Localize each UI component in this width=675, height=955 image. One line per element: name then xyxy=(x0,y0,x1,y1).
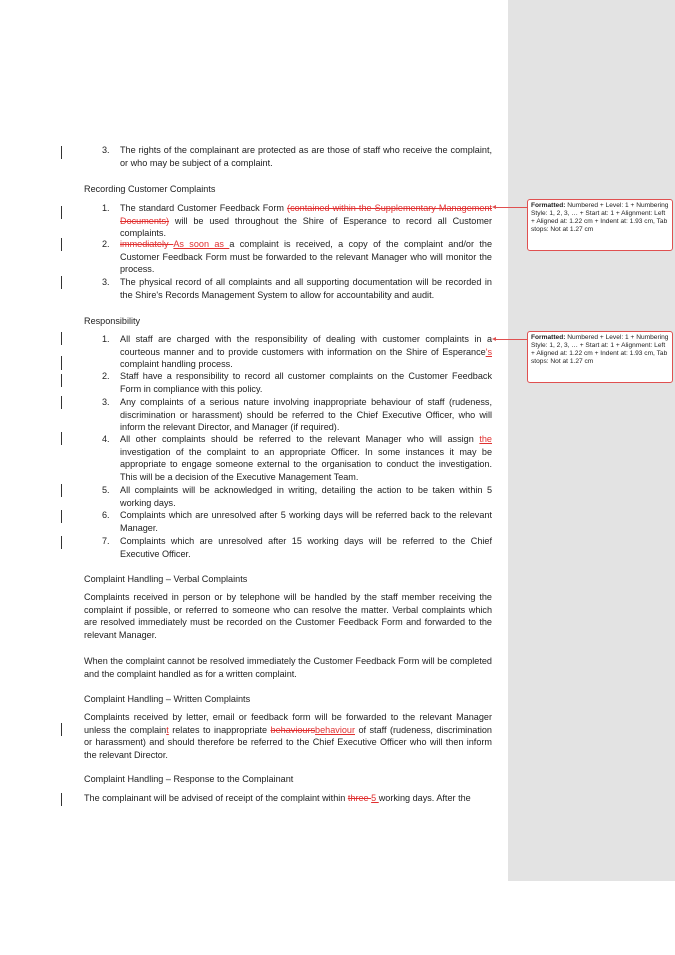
list-number: 3. xyxy=(102,397,110,407)
list-number: 6. xyxy=(102,510,110,520)
list-number: 5. xyxy=(102,485,110,495)
section-heading-written: Complaint Handling – Written Complaints xyxy=(84,694,251,704)
change-bar xyxy=(61,356,62,370)
list-number: 2. xyxy=(102,371,110,381)
change-bar xyxy=(61,396,62,409)
list-text: The rights of the complainant are protected as are those of staff who receive the complaint, or who may be subject of a complaint. xyxy=(120,145,492,168)
change-bar xyxy=(61,793,62,806)
comment-margin-pane xyxy=(508,0,675,881)
tracked-insertion: t xyxy=(166,724,169,735)
list-number: 1. xyxy=(102,334,110,344)
list-number: 3. xyxy=(102,277,110,287)
change-bar xyxy=(61,536,62,549)
change-bar xyxy=(61,146,62,159)
comment-label: Formatted: xyxy=(531,202,566,209)
list-text: Any complaints of a serious nature involving inappropriate behaviour of staff (rudeness, discrimination or harassment) should be referred to the Chief Executive Officer, who will inform the relevant Director, and Manager (if required). xyxy=(120,397,492,432)
change-bar xyxy=(61,484,62,497)
section-heading-verbal: Complaint Handling – Verbal Complaints xyxy=(84,574,248,584)
tracked-insertion: behaviour xyxy=(315,724,355,735)
formatting-comment[interactable] xyxy=(527,199,673,251)
change-bar xyxy=(61,206,62,219)
change-bar xyxy=(61,510,62,523)
list-number: 1. xyxy=(102,203,110,213)
change-bar xyxy=(61,432,62,445)
paragraph: The complainant will be advised of receipt of the complaint within three 5 working days. After the xyxy=(84,793,471,803)
list-text: All complaints will be acknowledged in writing, detailing the action to be taken within 5 working days. xyxy=(120,485,492,508)
list-text: All other complaints should be referred to the relevant Manager who will assign the investigation of the complaint to an appropriate Officer. In some instances it may be appropriate to engage someone external to the organisation to conduct the investigation. This will be a decision of the Executive Management Team. xyxy=(120,434,492,482)
list-text: Complaints which are unresolved after 15 working days will be referred to the Chief Executive Officer. xyxy=(120,536,492,559)
comment-text: Numbered + Level: 1 + Numbering Style: 1, 2, 3, … + Start at: 1 + Alignment: Left + Aligned at: 1.22 cm + Indent at: 1.93 cm, Tab stops: Not at 1.27 cm xyxy=(531,334,669,365)
change-bar xyxy=(61,238,62,251)
list-text: All staff are charged with the responsibility of dealing with customer complaints in a courteous manner and to provide customers with information on the Shire of Esperance's complaint handling process. xyxy=(120,334,492,369)
comment-connector xyxy=(496,207,527,208)
list-text: The standard Customer Feedback Form (contained within the Supplementary Management Documents) will be used throughout the Shire of Esperance to record all Customer complaints. xyxy=(120,203,492,238)
list-text: Staff have a responsibility to record all customer complaints on the Customer Feedback Form in compliance with this policy. xyxy=(120,371,492,394)
list-number: 2. xyxy=(102,239,110,249)
comment-label: Formatted: xyxy=(531,334,566,341)
list-text: immediately As soon as a complaint is received, a copy of the complaint and/or the Customer Feedback Form must be forwarded to the relevant Manager who will monitor the process. xyxy=(120,239,492,274)
comment-anchor xyxy=(492,205,496,209)
change-bar xyxy=(61,276,62,289)
tracked-deletion: (contained within the Supplementary Management Documents) xyxy=(120,203,492,226)
list-number: 7. xyxy=(102,536,110,546)
section-heading-recording: Recording Customer Complaints xyxy=(84,184,216,194)
list-text: The physical record of all complaints and all supporting documentation will be recorded in the Shire's Records Management System to allow for accountability and audit. xyxy=(120,277,492,300)
change-bar xyxy=(61,723,62,736)
tracked-deletion: three xyxy=(347,793,372,803)
tracked-insertion: As soon as xyxy=(173,239,230,249)
section-heading-responsibility: Responsibility xyxy=(84,316,141,326)
comment-connector xyxy=(496,339,527,340)
tracked-insertion: 5 xyxy=(371,793,379,803)
tracked-deletion: immediately xyxy=(120,239,174,249)
list-number: 3. xyxy=(102,145,110,155)
tracked-deletion: behaviours xyxy=(270,724,316,735)
comment-anchor xyxy=(492,337,496,341)
formatting-comment[interactable] xyxy=(527,331,673,383)
comment-text: Numbered + Level: 1 + Numbering Style: 1, 2, 3, … + Start at: 1 + Alignment: Left + Aligned at: 1.22 cm + Indent at: 1.93 cm, Tab stops: Not at 1.27 cm xyxy=(531,202,669,233)
change-bar xyxy=(61,332,62,345)
tracked-insertion: 's xyxy=(485,346,492,357)
paragraph: When the complaint cannot be resolved immediately the Customer Feedback Form will be completed and the complaint handled as for a written complaint. xyxy=(84,656,492,679)
list-number: 4. xyxy=(102,434,110,444)
change-bar xyxy=(61,374,62,387)
section-heading-response: Complaint Handling – Response to the Complainant xyxy=(84,774,294,784)
paragraph: Complaints received in person or by telephone will be handled by the staff member receiving the complaint if possible, or referred to someone who can resolve the matter. Verbal complaints which are resolved immediately must be recorded on the Customer Feedback Form and forwarded to the relevant Manager. xyxy=(84,592,492,640)
tracked-insertion: the xyxy=(479,434,492,444)
paragraph: Complaints received by letter, email or feedback form will be forwarded to the relevant Manager unless the complaint relates to inappropriate behavioursbehaviour of staff (rudeness, discrimination or harassment) and should therefore be referred to the Chief Executive Officer who will then inform the relevant Director. xyxy=(84,712,492,760)
list-text: Complaints which are unresolved after 5 working days will be referred back to the relevant Manager. xyxy=(120,510,492,533)
